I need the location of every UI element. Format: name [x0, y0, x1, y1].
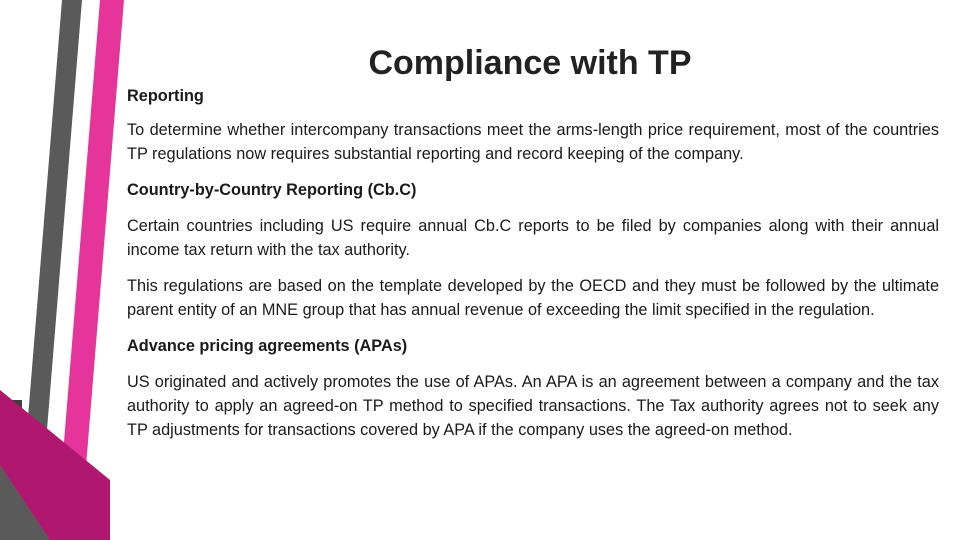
cbc-paragraph-2: This regulations are based on the template developed by the OECD and they must be followed by the ultimate parent entity of an MNE group that has annual revenue of exceeding the limit specified in the regulation. [127, 277, 939, 319]
cbc-paragraph-1: Certain countries including US require annual Cb.C reports to be filed by companies along with their annual income tax return with the tax authority. [127, 217, 939, 259]
cbc-heading: Country-by-Country Reporting (Cb.C) [127, 181, 417, 199]
apa-paragraph: US originated and actively promotes the use of APAs. An APA is an agreement between a company and the tax authority to apply an agreed-on TP method to specified transactions. The Tax authority agrees not to seek any TP adjustments for transactions covered by APA if the company uses the agreed-on method. [127, 373, 939, 439]
reporting-heading: Reporting [127, 87, 204, 105]
slide-title: Compliance with TP [368, 44, 692, 82]
decorative-stripes [0, 0, 130, 540]
reporting-paragraph: To determine whether intercompany transactions meet the arms-length price requirement, most of the countries TP regulations now requires substantial reporting and record keeping of the company. [127, 121, 939, 163]
apa-heading: Advance pricing agreements (APAs) [127, 337, 408, 355]
slide-content [127, 84, 939, 442]
